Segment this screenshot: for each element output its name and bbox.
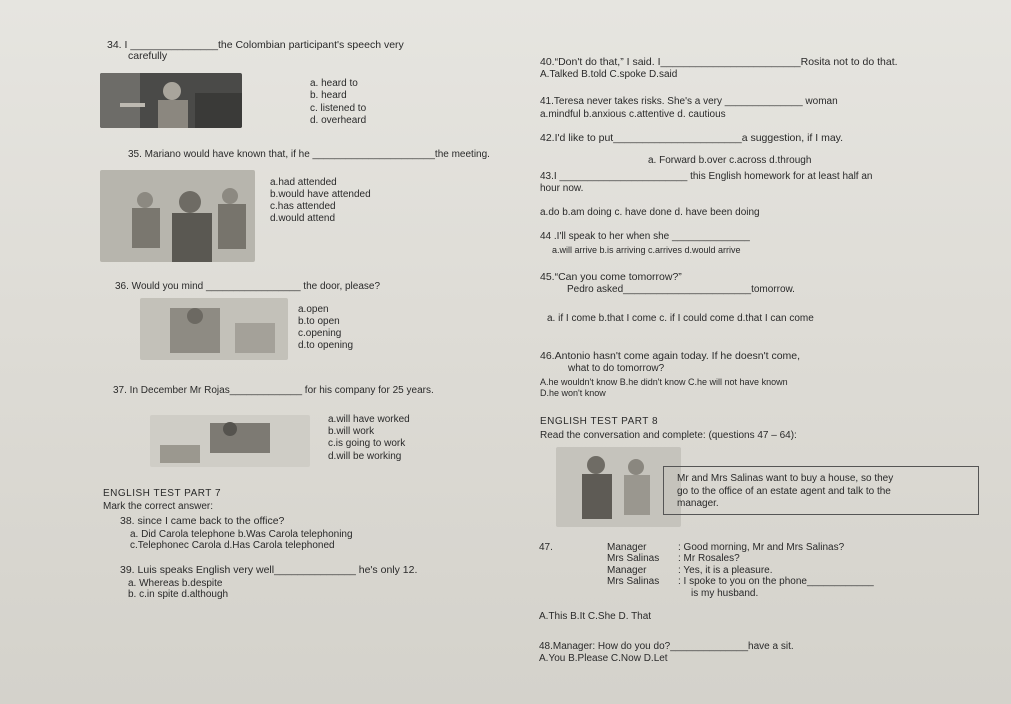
q46-stem: 46.Antonio hasn't come again today. If he doesn't come, (540, 350, 801, 362)
q45-stem-cont: Pedro asked_______________________tomorrow. (567, 284, 795, 295)
q37-option-b[interactable]: b.will work (328, 426, 375, 437)
q37-option-c[interactable]: c.is going to work (328, 438, 406, 449)
dialog-speaker-4: Mrs Salinas (607, 576, 660, 587)
q46-options-2[interactable]: D.he won't know (540, 388, 606, 398)
q35-stem: 35. Mariano would have known that, if he ______________________the meeting. (128, 149, 490, 160)
part8-title: ENGLISH TEST PART 8 (540, 416, 659, 427)
context-line-2: go to the office of an estate agent and talk to the (677, 486, 891, 497)
q37-stem: 37. In December Mr Rojas_____________ for his company for 25 years. (113, 385, 434, 396)
q34-option-c[interactable]: c. listened to (310, 103, 367, 114)
q34-option-d[interactable]: d. overheard (310, 115, 367, 126)
q40-options[interactable]: A.Talked B.told C.spoke D.said (540, 69, 678, 80)
dialog-speaker-2: Mrs Salinas (607, 553, 660, 564)
dialog-speaker-3: Manager (607, 565, 647, 576)
q35-option-a[interactable]: a.had attended (270, 177, 337, 188)
q38-options-1[interactable]: a. Did Carola telephone b.Was Carola telephoning (130, 529, 353, 540)
q48-options[interactable]: A.You B.Please C.Now D.Let (539, 653, 668, 664)
q41-options[interactable]: a.mindful b.anxious c.attentive d. cautious (540, 109, 726, 120)
q34-photo (100, 73, 242, 128)
q42-stem: 42.I'd like to put______________________a suggestion, if I may. (540, 132, 844, 144)
q37-photo (150, 415, 310, 467)
q38-options-2[interactable]: c.Telephonec Carola d.Has Carola telephoned (130, 540, 335, 551)
q47-number: 47. (539, 542, 553, 553)
q46-stem-cont: what to do tomorrow? (568, 363, 665, 374)
q45-options[interactable]: a. if I come b.that I come c. if I could come d.that I can come (547, 313, 814, 324)
q42-options[interactable]: a. Forward b.over c.across d.through (648, 155, 812, 166)
q36-photo (140, 298, 288, 360)
q37-option-a[interactable]: a.will have worked (328, 414, 410, 425)
q41-stem: 41.Teresa never takes risks. She's a very ______________ woman (540, 96, 838, 107)
q40-stem: 40.“Don't do that,” I said. I________________________Rosita not to do that. (540, 56, 898, 68)
q34-stem: 34. I _______________the Colombian participant's speech very (107, 39, 404, 51)
part8-instruction: Read the conversation and complete: (questions 47 – 64): (540, 430, 797, 441)
context-line-1: Mr and Mrs Salinas want to buy a house, so they (677, 473, 894, 484)
q36-option-d[interactable]: d.to opening (298, 340, 354, 351)
q36-stem: 36. Would you mind _________________ the door, please? (115, 281, 381, 292)
q35-option-b[interactable]: b.would have attended (270, 189, 371, 200)
q48-stem: 48.Manager: How do you do?______________have a sit. (539, 641, 794, 652)
q43-options[interactable]: a.do b.am doing c. have done d. have been doing (540, 207, 760, 218)
q36-option-a[interactable]: a.open (298, 304, 329, 315)
q36-option-c[interactable]: c.opening (298, 328, 342, 339)
q47-options[interactable]: A.This B.It C.She D. That (539, 611, 652, 622)
q34-option-a[interactable]: a. heard to (310, 78, 358, 89)
q34-option-b[interactable]: b. heard (310, 90, 347, 101)
dialog-line-4: : I spoke to you on the phone____________ (678, 576, 874, 587)
q43-stem-cont: hour now. (540, 183, 584, 194)
q35-photo (100, 170, 255, 262)
dialog-line-3: : Yes, it is a pleasure. (678, 565, 773, 576)
q45-stem: 45.“Can you come tomorrow?” (540, 271, 682, 283)
dialog-speaker-1: Manager (607, 542, 647, 553)
q36-option-b[interactable]: b.to open (298, 316, 340, 327)
part7-instruction: Mark the correct answer: (103, 501, 214, 512)
q44-stem: 44 .I'll speak to her when she ______________ (540, 231, 750, 242)
q39-options-2[interactable]: b. c.in spite d.although (128, 589, 229, 600)
q35-option-c[interactable]: c.has attended (270, 201, 336, 212)
dialog-line-2: : Mr Rosales? (678, 553, 740, 564)
part7-title: ENGLISH TEST PART 7 (103, 488, 222, 499)
q37-option-d[interactable]: d.will be working (328, 451, 402, 462)
dialog-line-1: : Good morning, Mr and Mrs Salinas? (678, 542, 845, 553)
dialog-tail: is my husband. (691, 588, 759, 599)
q34-stem-cont: carefully (128, 50, 168, 62)
q39-stem: 39. Luis speaks English very well______________ he's only 12. (120, 564, 418, 576)
q38-stem: 38. since I came back to the office? (120, 515, 285, 527)
context-line-3: manager. (677, 498, 719, 509)
q43-stem: 43.I _______________________ this English homework for at least half an (540, 171, 873, 182)
q35-option-d[interactable]: d.would attend (270, 213, 336, 224)
q46-options-1[interactable]: A.he wouldn't know B.he didn't know C.he will not have known (540, 377, 788, 387)
q39-options-1[interactable]: a. Whereas b.despite (128, 578, 223, 589)
q44-options[interactable]: a.will arrive b.is arriving c.arrives d.would arrive (552, 245, 741, 255)
